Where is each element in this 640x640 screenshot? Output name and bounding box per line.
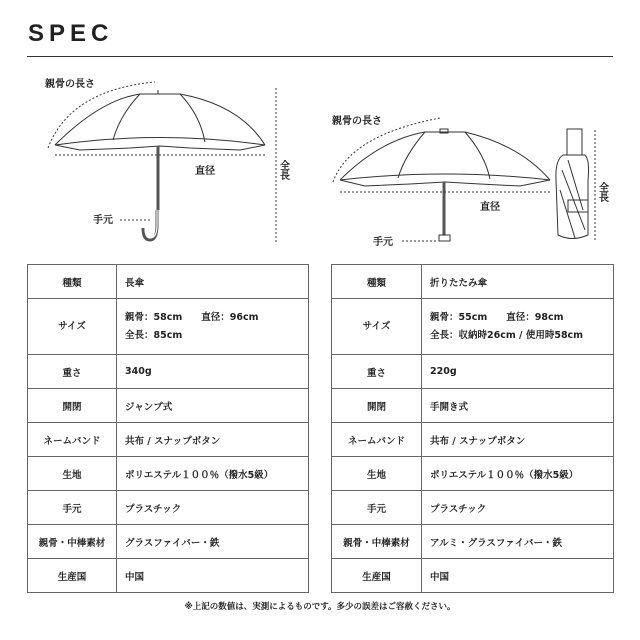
- table-row: [332, 457, 614, 491]
- table-row: [332, 525, 614, 559]
- table-row: [332, 355, 614, 389]
- spec-value: [117, 299, 309, 355]
- spec-value-line: ポリエステル１００％（撥水5級）: [125, 469, 274, 481]
- folding-umbrella-illustration: [340, 129, 589, 241]
- spec-value-line: アルミ・グラスファイバー・鉄: [430, 537, 562, 549]
- table-row: [332, 559, 614, 593]
- table-row: [332, 491, 614, 525]
- spec-value: [117, 457, 309, 491]
- spec-value-line: ポリエステル１００％（撥水5級）: [430, 469, 579, 481]
- folding-total-length-label: 全長: [596, 182, 608, 202]
- spec-value-line: 中国: [430, 571, 450, 583]
- spec-key: 生産国: [28, 559, 117, 593]
- spec-value-line: 親骨：55cm 直径：98cm: [430, 311, 564, 323]
- spec-value: [422, 491, 614, 525]
- table-row: [28, 389, 309, 423]
- spec-value: [422, 265, 614, 299]
- spec-value: [117, 389, 309, 423]
- long-rib-length-label: 親骨の長さ: [45, 79, 95, 90]
- spec-value-line: 手開き式: [430, 401, 469, 413]
- spec-key: 生産国: [332, 559, 422, 593]
- spec-value-line: グラスファイバー・鉄: [125, 537, 220, 549]
- spec-key: サイズ: [28, 299, 117, 355]
- table-row: [332, 389, 614, 423]
- table-row: [28, 525, 309, 559]
- spec-value: [422, 525, 614, 559]
- spec-key: 開閉: [28, 389, 117, 423]
- folding-diameter-label: 直径: [480, 202, 500, 213]
- table-row: [28, 457, 309, 491]
- table-row: [332, 299, 614, 355]
- umbrella-diagrams: [0, 60, 640, 260]
- spec-key: ネームバンド: [28, 423, 117, 457]
- table-row: [28, 265, 309, 299]
- spec-key: 重さ: [28, 355, 117, 389]
- spec-value: [117, 423, 309, 457]
- long-total-length-label: 全長: [277, 160, 289, 180]
- spec-value: [117, 355, 309, 389]
- spec-value-line: 全長：収納時26cm / 使用時58cm: [430, 329, 584, 341]
- table-row: [28, 355, 309, 389]
- folding-handle-label: 手元: [373, 237, 393, 248]
- spec-value: [422, 299, 614, 355]
- long-diameter-label: 直径: [195, 166, 215, 177]
- table-row: [332, 423, 614, 457]
- spec-key: 生地: [28, 457, 117, 491]
- spec-value: [422, 355, 614, 389]
- table-row: [28, 299, 309, 355]
- table-row: [28, 559, 309, 593]
- spec-value-line: プラスチック: [430, 503, 487, 515]
- spec-value: [422, 559, 614, 593]
- folding-rib-length-label: 親骨の長さ: [332, 116, 382, 127]
- spec-value: [422, 389, 614, 423]
- spec-key: サイズ: [332, 299, 422, 355]
- spec-key: 手元: [28, 491, 117, 525]
- long-umbrella-spec-table: [27, 264, 309, 593]
- spec-key: 手元: [332, 491, 422, 525]
- spec-value: [117, 265, 309, 299]
- spec-value-line: 折りたたみ傘: [430, 277, 488, 289]
- spec-value-line: 長傘: [125, 277, 145, 289]
- spec-value-line: ジャンプ式: [125, 401, 173, 413]
- spec-value-line: 共布 / スナップボタン: [430, 435, 526, 447]
- spec-key: ネームバンド: [332, 423, 422, 457]
- long-umbrella-dimension-lines: [48, 82, 276, 242]
- spec-value: [422, 423, 614, 457]
- spec-value-line: 220g: [430, 366, 457, 377]
- spec-key: 種類: [332, 265, 422, 299]
- spec-key: 親骨・中棒素材: [332, 525, 422, 559]
- spec-value: [117, 491, 309, 525]
- spec-value-line: 共布 / スナップボタン: [125, 435, 221, 447]
- spec-value: [117, 559, 309, 593]
- spec-value-line: 全長：85cm: [125, 329, 183, 341]
- page-title: SPEC: [28, 20, 114, 47]
- spec-value-line: 340g: [125, 366, 152, 377]
- title-divider: [27, 56, 613, 57]
- spec-value-line: 中国: [125, 571, 145, 583]
- table-row: [28, 423, 309, 457]
- footnote: ※上記の数値は、実測によるものです。多少の誤差はご容赦ください。: [184, 602, 456, 612]
- spec-key: 生地: [332, 457, 422, 491]
- long-umbrella-illustration: [55, 90, 265, 240]
- table-row: [28, 491, 309, 525]
- spec-value: [117, 525, 309, 559]
- folding-umbrella-spec-table: [331, 264, 614, 593]
- spec-value: [422, 457, 614, 491]
- spec-key: 親骨・中棒素材: [28, 525, 117, 559]
- spec-key: 重さ: [332, 355, 422, 389]
- spec-value-line: プラスチック: [125, 503, 182, 515]
- spec-key: 種類: [28, 265, 117, 299]
- spec-value-line: 親骨：58cm 直径：96cm: [125, 311, 259, 323]
- table-row: [332, 265, 614, 299]
- long-handle-label: 手元: [93, 215, 113, 226]
- spec-key: 開閉: [332, 389, 422, 423]
